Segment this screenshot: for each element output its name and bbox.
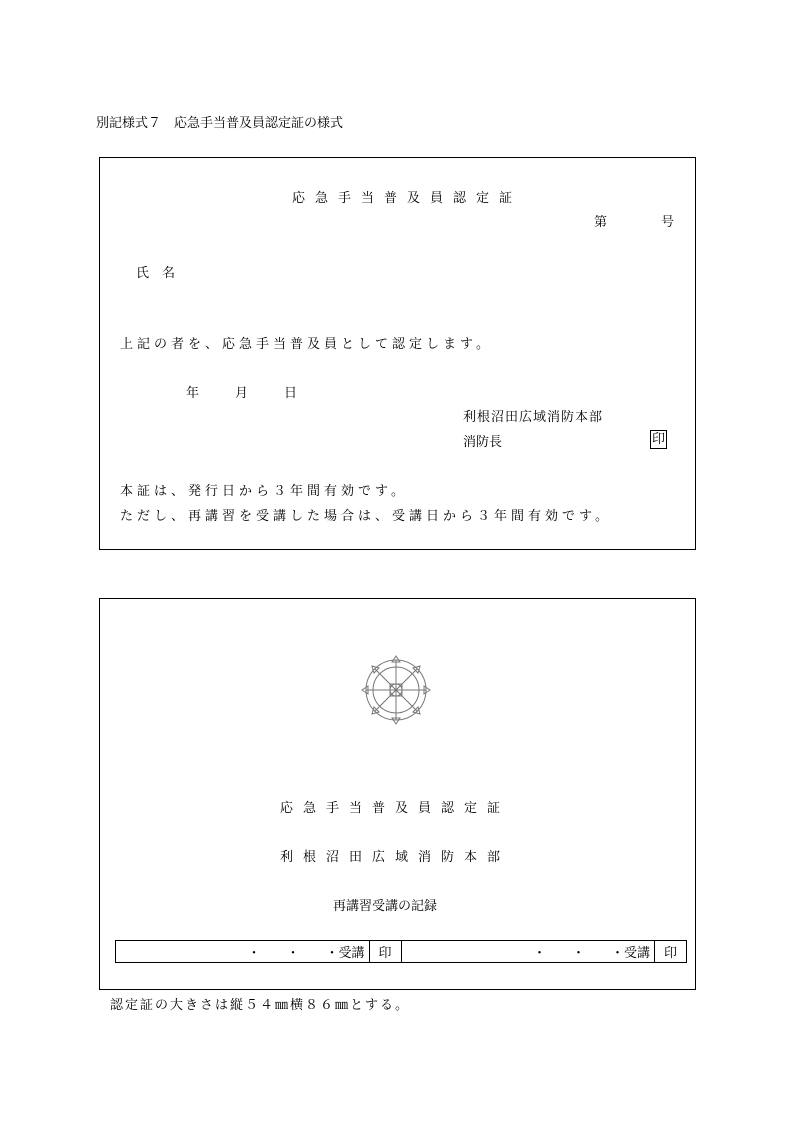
retraining-record-table	[115, 940, 687, 963]
record-seal-cell: 印	[369, 941, 401, 963]
validity-line-2: ただし、再講習を受講した場合は、受講日から３年間有効です。	[120, 509, 612, 524]
record-seal-cell: 印	[655, 941, 687, 963]
number-prefix: 第	[594, 215, 608, 230]
date-month: 月	[235, 386, 249, 401]
issuer-title: 消防長	[463, 435, 503, 450]
certificate-title: 応急手当普及員認定証	[292, 191, 523, 206]
issue-date	[186, 382, 297, 401]
certificate-front	[99, 157, 696, 550]
certificate-number	[594, 211, 674, 230]
back-title: 応急手当普及員認定証	[280, 801, 511, 816]
record-date-cell: ・ ・ ・受講	[116, 941, 370, 963]
back-org: 利根沼田広域消防本部	[280, 850, 511, 865]
record-heading: 再講習受講の記録	[333, 899, 438, 914]
fire-department-emblem-icon	[360, 652, 432, 728]
issuer-org: 利根沼田広域消防本部	[463, 410, 604, 425]
date-day: 日	[284, 386, 298, 401]
form-heading: 別記様式７ 応急手当普及員認定証の様式	[96, 116, 344, 131]
validity-line-1: 本証は、発行日から３年間有効です。	[120, 484, 408, 499]
seal-mark: 印	[652, 432, 666, 447]
number-suffix: 号	[661, 215, 675, 230]
certification-text: 上記の者を、応急手当普及員として認定します。	[120, 337, 493, 352]
date-year: 年	[186, 386, 200, 401]
record-date-cell: ・ ・ ・受講	[401, 941, 655, 963]
size-footnote: 認定証の大きさは縦５４㎜横８６㎜とする。	[110, 998, 411, 1013]
record-row	[116, 941, 687, 963]
name-label: 氏 名	[136, 266, 176, 281]
